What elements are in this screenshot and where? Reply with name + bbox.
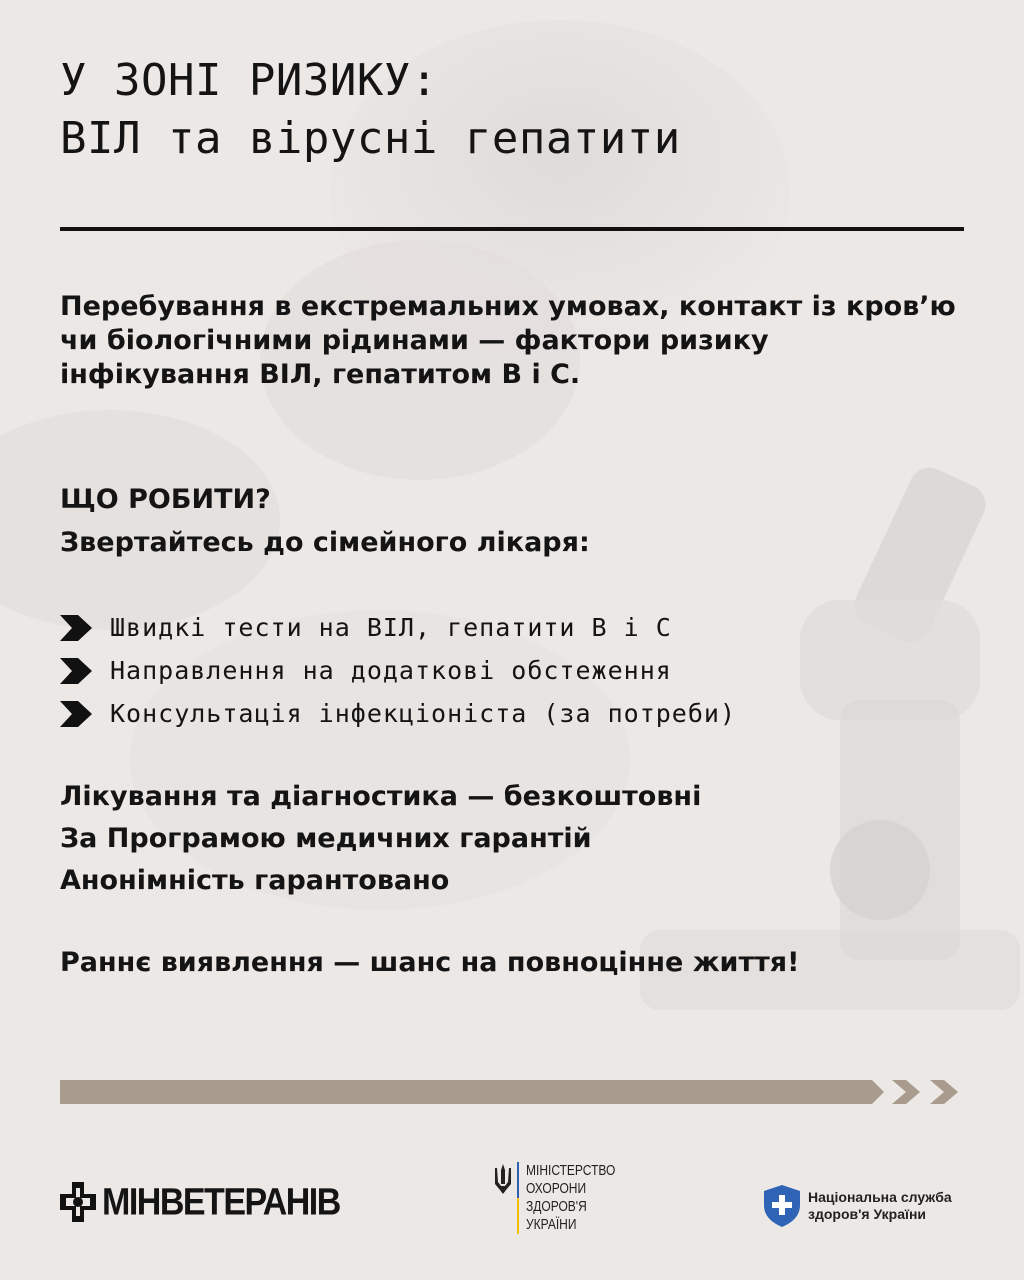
intro-paragraph: Перебування в екстремальних умовах, контакт із кров’ю чи біологічними рідинами — фактори ризику інфікування ВІЛ, гепатитом В і С. (60, 291, 956, 390)
action-list (60, 606, 736, 735)
chevron-right-icon (60, 701, 94, 727)
minveteraniv-logo (60, 1182, 340, 1222)
chevron-right-icon (60, 658, 94, 684)
page-title (60, 52, 681, 168)
minveteraniv-wordmark: МІНВЕТЕРАНІВ (102, 1180, 340, 1223)
nszu-wordmark: Національна служба здоров'я України (808, 1189, 952, 1222)
moz-divider (517, 1162, 519, 1234)
chevron-right-icon (60, 615, 94, 641)
shield-cross-icon (764, 1185, 800, 1227)
moz-logo (494, 1162, 638, 1234)
list-item (60, 692, 736, 735)
list-item-text: Швидкі тести на ВІЛ, гепатити В і С (110, 613, 672, 642)
trident-icon (494, 1164, 512, 1194)
list-item (60, 606, 736, 649)
what-to-do-subtitle: Звертайтесь до сімейного лікаря: (60, 527, 590, 558)
list-item-text: Консультація інфекціоніста (за потреби) (110, 699, 736, 728)
fact-item: Лікування та діагностика — безкоштовні (60, 781, 702, 812)
title-line-2: ВІЛ та вірусні гепатити (60, 113, 681, 164)
title-divider (60, 227, 964, 231)
fact-item: За Програмою медичних гарантій (60, 823, 592, 854)
motto: Раннє виявлення — шанс на повноцінне життя! (60, 947, 800, 978)
fact-item: Анонімність гарантовано (60, 865, 450, 896)
list-item-text: Направлення на додаткові обстеження (110, 656, 672, 685)
what-to-do-heading: ЩО РОБИТИ? (60, 484, 271, 515)
double-chevron-arrow-icon (60, 1078, 964, 1106)
moz-wordmark: МІНІСТЕРСТВО ОХОРОНИ ЗДОРОВ'Я УКРАЇНИ (526, 1162, 616, 1233)
nszu-logo (764, 1185, 952, 1227)
list-item (60, 649, 736, 692)
veterans-cross-icon (60, 1182, 96, 1222)
title-line-1: У ЗОНІ РИЗИКУ: (60, 55, 438, 106)
facts-list (60, 776, 701, 902)
